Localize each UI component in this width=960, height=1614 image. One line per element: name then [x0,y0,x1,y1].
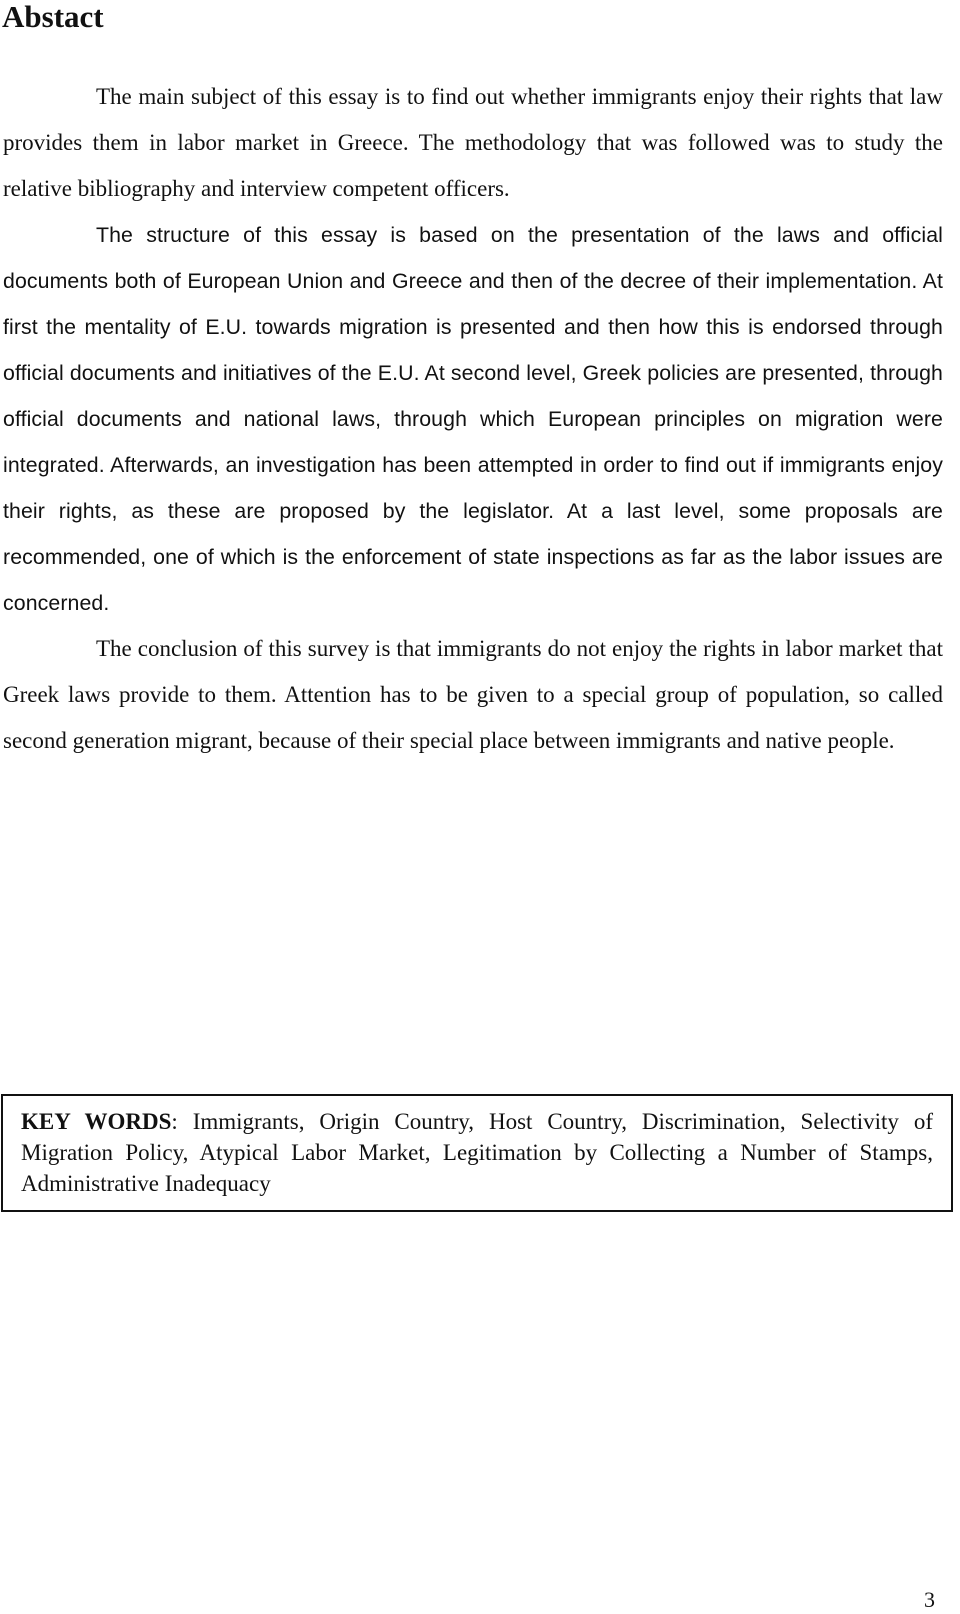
paragraph-conclusion [3,626,943,764]
keywords-label: KEY WORDS [21,1109,172,1134]
paragraph-intro [3,74,943,212]
page-title: Abstact [2,0,104,34]
paragraph-structure [3,212,943,626]
paragraph-intro-text: The main subject of this essay is to find out whether immigrants enjoy their rights that law provides them in labor market in Greece. The methodology that was followed was to study the relative bibliography and interview competent officers. [3,84,943,201]
keywords-list: Immigrants, Origin Country, Host Country, Discrimination, Selectivity of Migration Policy, Atypical Labor Market, Legitimation by Collecting a Number of Stamps, Administrative Inadequacy [21,1109,933,1196]
page-number: 3 [924,1587,935,1612]
keywords-separator: : [171,1109,178,1134]
abstract-body [3,74,943,764]
keywords-box [1,1094,953,1212]
paragraph-structure-text-a: The structure of this essay is based on the presentation of the laws and official documents both of European Union and Greece and then of the decree of their implementation. At first the mentality of E.U. towards migration is presented and then how this is endorsed through official documents and initiatives of the E.U. [3,223,943,385]
paragraph-conclusion-text: The conclusion of this survey is that immigrants do not enjoy the rights in labor market that Greek laws provide to them. Attention has to be given to a special group of population, so called second generation migrant, because of their special place between immigrants and native people. [3,636,943,753]
paragraph-structure-text-b: At second level, Greek policies are presented, through official documents and national laws, through which European principles on migration were integrated. Afterwards, an investigation has been attempted in order to find out if immigrants enjoy their rights, as these are proposed by the legislator. At a last level, some proposals are recommended, one of which is the enforcement of state inspections as far as the labor issues are concerned. [3,361,944,615]
keywords-text [21,1106,933,1199]
